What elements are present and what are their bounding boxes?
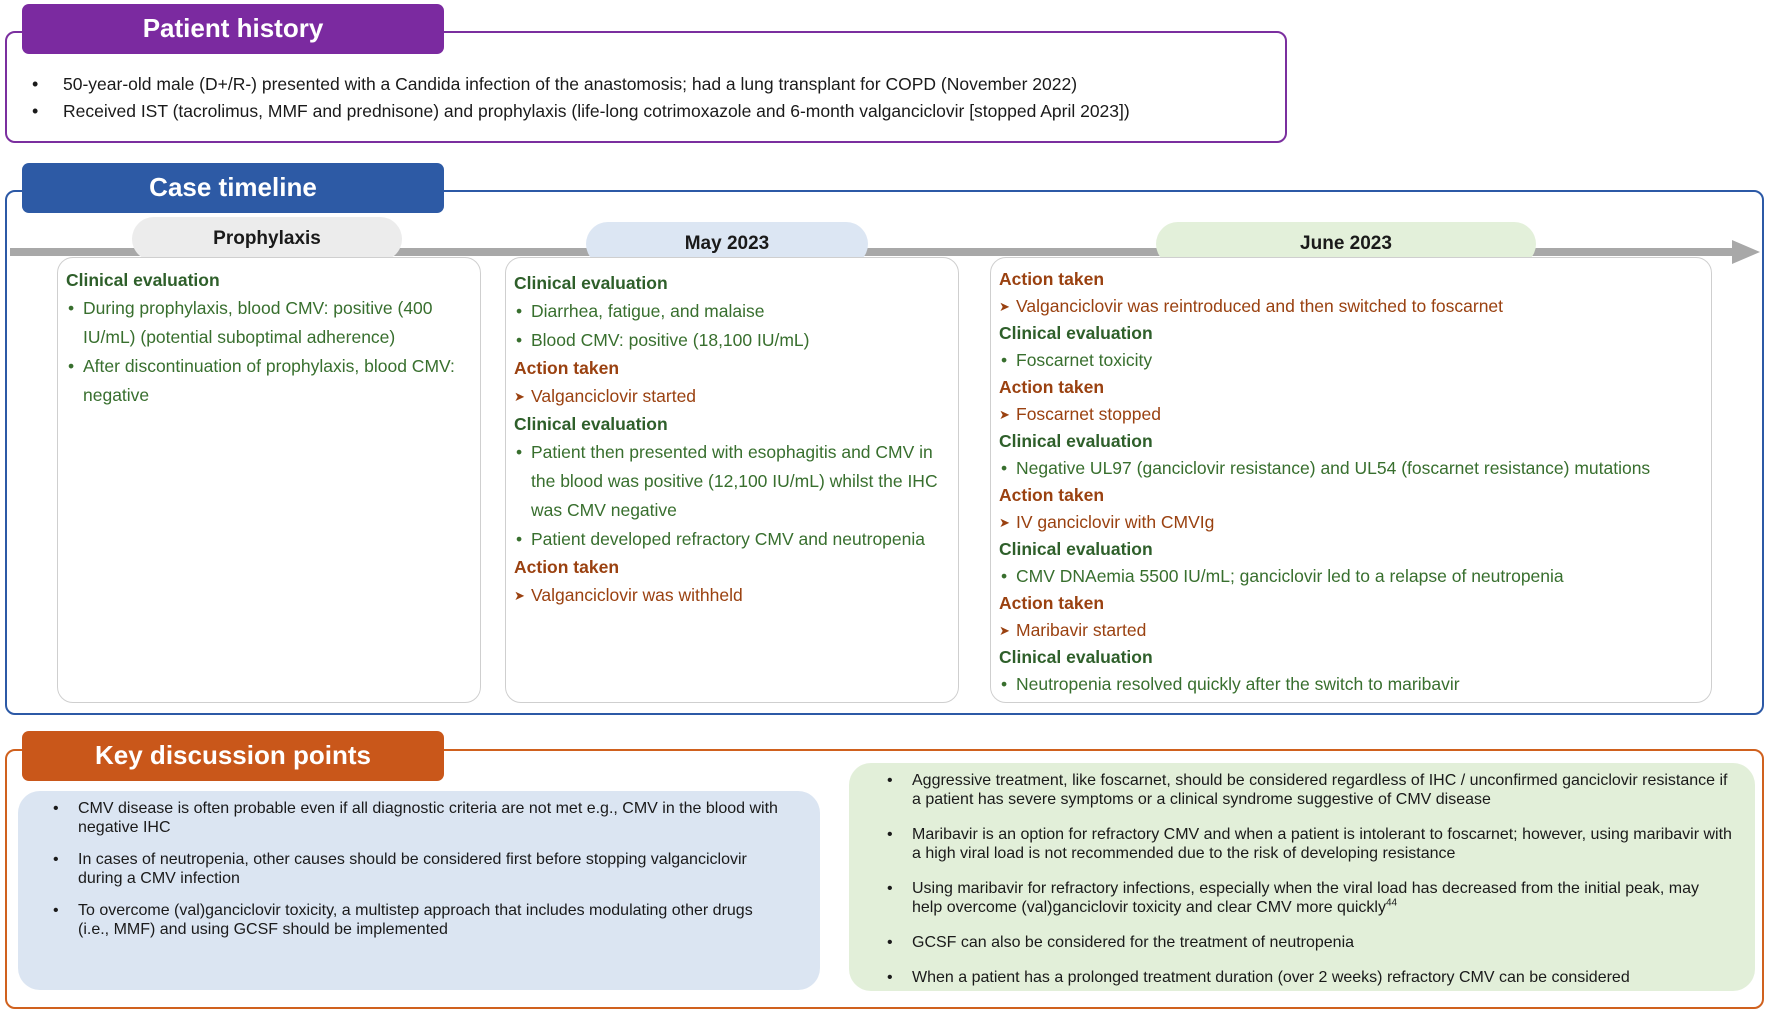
may-2023-column	[505, 257, 959, 703]
clinical-evaluation-section	[66, 267, 474, 410]
discussion-point: • In cases of neutropenia, other causes should be considered first before stopping valganciclovir during a CMV infection	[48, 850, 788, 888]
section-heading: Action taken	[999, 485, 1105, 505]
patient-history-list	[27, 71, 1130, 125]
clinical-item: • CMV DNAemia 5500 IU/mL; ganciclovir led to a relapse of neutropenia	[999, 563, 1705, 590]
clinical-item: • Foscarnet toxicity	[999, 347, 1705, 374]
clinical-item: • During prophylaxis, blood CMV: positive (400 IU/mL) (potential suboptimal adherence)	[66, 294, 474, 352]
key-discussion-title: Key discussion points	[22, 731, 444, 781]
clinical-item: • Blood CMV: positive (18,100 IU/mL)	[514, 326, 952, 355]
phase-label-june-2023: June 2023	[1156, 222, 1536, 266]
case-timeline-title: Case timeline	[22, 163, 444, 213]
discussion-point: • CMV disease is often probable even if all diagnostic criteria are not met e.g., CMV in the blood with negative IHC	[48, 799, 788, 837]
section-heading: Clinical evaluation	[999, 323, 1153, 343]
section-heading: Action taken	[999, 593, 1105, 613]
june-sections	[999, 266, 1705, 698]
section-heading: Action taken	[999, 377, 1105, 397]
action-item: ➤ Valganciclovir was withheld	[514, 581, 952, 610]
section-heading: Action taken	[514, 358, 620, 378]
discussion-point: • GCSF can also be considered for the treatment of neutropenia	[882, 933, 1732, 952]
clinical-item: • Negative UL97 (ganciclovir resistance) and UL54 (foscarnet resistance) mutations	[999, 455, 1705, 482]
discussion-point-text: Using maribavir for refractory infections, especially when the viral load has decreased from the initial peak, may help overcome (val)ganciclovir toxicity and clear CMV more quickly	[912, 880, 1700, 916]
section-heading: Clinical evaluation	[999, 539, 1153, 559]
prophylaxis-column	[57, 257, 481, 703]
patient-history-item: • 50-year-old male (D+/R-) presented with a Candida infection of the anastomosis; had a lung transplant for COPD (November 2022)	[27, 71, 1130, 98]
section-heading: Clinical evaluation	[999, 647, 1153, 667]
clinical-evaluation-section	[514, 270, 952, 610]
section-heading: Action taken	[999, 269, 1105, 289]
action-item: ➤ IV ganciclovir with CMVIg	[999, 509, 1705, 536]
section-heading: Clinical evaluation	[66, 270, 220, 290]
key-discussion-left-panel	[18, 791, 820, 990]
clinical-item: • Patient developed refractory CMV and neutropenia	[514, 525, 952, 554]
patient-history-title: Patient history	[22, 4, 444, 54]
discussion-point: • Maribavir is an option for refractory CMV and when a patient is intolerant to foscarnet; however, using maribavir with a high viral load is not recommended due to the risk of developing resistance	[882, 825, 1732, 863]
discussion-point: • When a patient has a prolonged treatment duration (over 2 weeks) refractory CMV can be considered	[882, 968, 1732, 987]
section-heading: Action taken	[514, 557, 620, 577]
discussion-point: • To overcome (val)ganciclovir toxicity, a multistep approach that includes modulating other drugs (i.e., MMF) and using GCSF should be implemented	[48, 901, 788, 939]
action-item: ➤ Valganciclovir was reintroduced and then switched to foscarnet	[999, 293, 1705, 320]
clinical-item: • Patient then presented with esophagitis and CMV in the blood was positive (12,100 IU/mL) whilst the IHC was CMV negative	[514, 438, 952, 525]
action-item: ➤ Foscarnet stopped	[999, 401, 1705, 428]
discussion-point: • Aggressive treatment, like foscarnet, should be considered regardless of IHC / unconfirmed ganciclovir resistance if a patient has severe symptoms or a clinical syndrome suggestive of CMV disease	[882, 771, 1732, 809]
action-item: ➤ Valganciclovir started	[514, 382, 952, 411]
clinical-item: • Neutropenia resolved quickly after the switch to maribavir	[999, 671, 1705, 698]
phase-label-may-2023: May 2023	[586, 222, 868, 266]
reference-number: 44	[1385, 897, 1398, 909]
discussion-point	[882, 879, 1732, 917]
clinical-item: • After discontinuation of prophylaxis, blood CMV: negative	[66, 352, 474, 410]
action-item: ➤ Maribavir started	[999, 617, 1705, 644]
patient-history-item: • Received IST (tacrolimus, MMF and prednisone) and prophylaxis (life-long cotrimoxazole and 6-month valganciclovir [stopped April 2023])	[27, 98, 1130, 125]
section-heading: Clinical evaluation	[514, 414, 668, 434]
june-2023-column	[990, 257, 1712, 703]
section-heading: Clinical evaluation	[999, 431, 1153, 451]
key-discussion-right-panel	[849, 763, 1755, 991]
phase-label-prophylaxis: Prophylaxis	[132, 217, 402, 261]
clinical-item: • Diarrhea, fatigue, and malaise	[514, 297, 952, 326]
section-heading: Clinical evaluation	[514, 273, 668, 293]
